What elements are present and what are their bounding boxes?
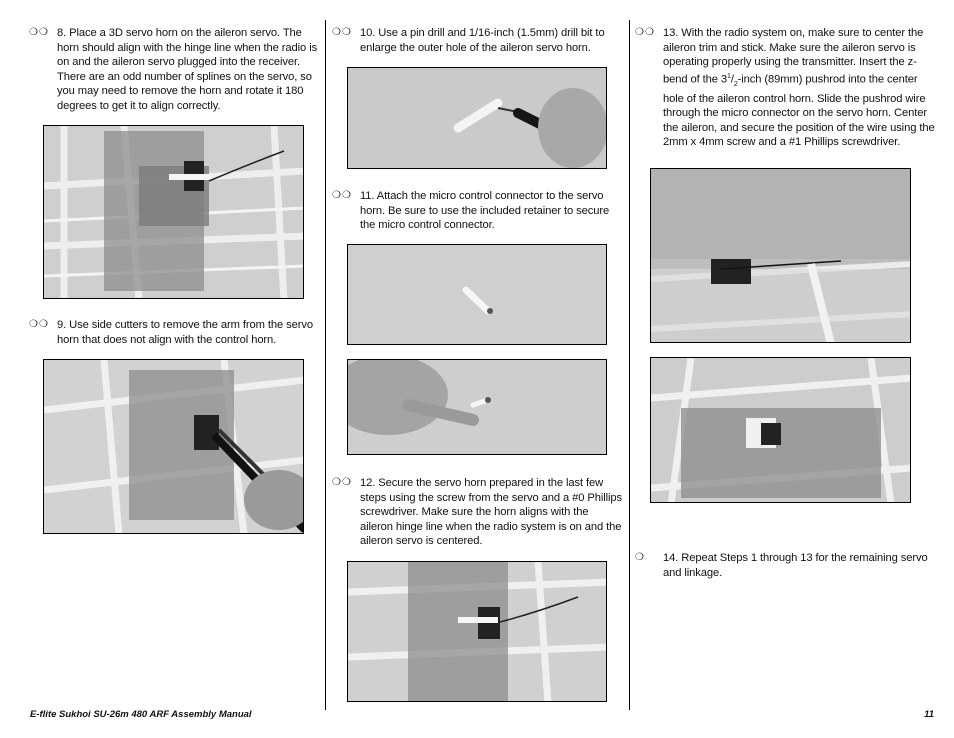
step-9-text: 9. Use side cutters to remove the arm from the servo horn that does not align with the control horn. [57,319,313,346]
step-8-text: 8. Place a 3D servo horn on the aileron servo. The horn should align with the hinge line when the radio is on and the aileron servo plugged into the receiver. There are an odd number of splines on the servo, so you may need to remove the horn and rotate it 180 degrees to get it to align correctly. [57,27,318,112]
step-11-text: 11. Attach the micro control connector to the servo horn. Be sure to use the included retainer to secure the micro control connector. [360,190,610,231]
checkbox-icons: ❍❍ [635,27,655,38]
step-11 [332,189,622,233]
photo-side-cutters [43,359,304,534]
photo-pin-drill [347,67,607,169]
column-divider-2 [629,20,630,710]
step-12-text: 12. Secure the servo horn prepared in the last few steps using the screw from the servo and a #0 Phillips screwdriver. Make sure the horn aligns with the aileron hinge line when the radio system is on and the aileron servo is centered. [360,477,622,547]
step-14-text: 14. Repeat Steps 1 through 13 for the remaining servo and linkage. [663,552,928,579]
photo-servo-horn-on-servo [43,125,304,299]
checkbox-icon: ❍ [635,552,645,563]
photo-retainer [347,359,607,455]
step-13 [635,26,935,150]
step-8 [29,26,323,113]
checkbox-icons: ❍❍ [332,477,352,488]
step-13-text: 13. With the radio system on, make sure to center the aileron trim and stick. Make sure the aileron servo is operating properly using the transmitter. Insert the z-bend of the $3^1/_2$-inch (89mm) pushrod into the center hole of the aileron control horn. Slide the pushrod wire through the micro connector on the servo horn. Center the aileron, and secure the position of the wire using the 2mm x 4mm screw and a #1 Phillips screwdriver. [663,27,935,149]
checkbox-icons: ❍❍ [332,27,352,38]
checkbox-icons: ❍❍ [332,190,352,201]
step-10-text: 10. Use a pin drill and 1/16-inch (1.5mm) drill bit to enlarge the outer hole of the aileron servo horn. [360,27,605,54]
manual-title: E-flite Sukhoi SU-26m 480 ARF Assembly Manual [30,709,252,720]
photo-secure-horn [347,561,607,702]
photo-pushrod [650,168,911,343]
column-divider-1 [325,20,326,710]
step-10 [332,26,622,55]
step-12 [332,476,622,549]
checkbox-icons: ❍❍ [29,319,49,330]
photo-micro-connector [347,244,607,345]
page-number: 11 [924,709,934,720]
step-9 [29,318,323,347]
step-14 [635,551,935,580]
checkbox-icons: ❍❍ [29,27,49,38]
photo-wire-secured [650,357,911,503]
